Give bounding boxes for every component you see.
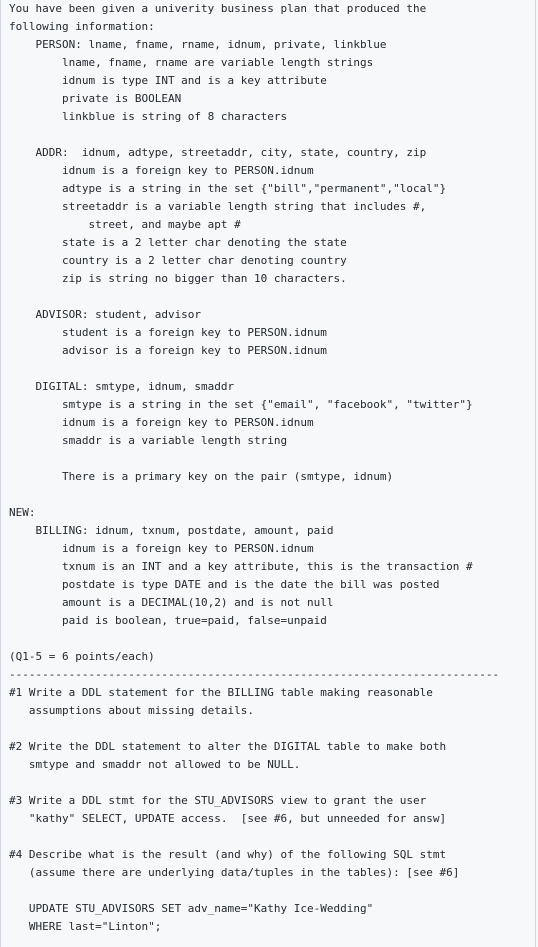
text-line: idnum is a foreign key to PERSON.idnum (9, 542, 314, 555)
text-line: txnum is an INT and a key attribute, this is the transaction # (9, 560, 473, 573)
text-line (9, 882, 499, 900)
text-line: ADVISOR: student, advisor (9, 308, 202, 321)
text-line (9, 486, 499, 504)
text-line: NEW: (9, 506, 36, 519)
text-line: lname, fname, rname are variable length strings (9, 56, 374, 69)
document-text (9, 0, 499, 936)
text-line: There is a primary key on the pair (smtype, idnum) (9, 470, 394, 483)
text-line: following information: (9, 20, 155, 33)
text-line: amount is a DECIMAL(10,2) and is not null (9, 596, 334, 609)
text-line (9, 720, 499, 738)
text-line: student is a foreign key to PERSON.idnum (9, 326, 327, 339)
text-line: (Q1-5 = 6 points/each) (9, 650, 155, 663)
text-line (9, 288, 499, 306)
text-line: (assume there are underlying data/tuples in the tables): [see #6] (9, 866, 460, 879)
text-line: linkblue is string of 8 characters (9, 110, 288, 123)
text-line: paid is boolean, true=paid, false=unpaid (9, 614, 327, 627)
text-line (9, 774, 499, 792)
text-line: assumptions about missing details. (9, 704, 255, 717)
text-line: #3 Write a DDL stmt for the STU_ADVISORS view to grant the user (9, 794, 427, 807)
text-line (9, 360, 499, 378)
text-line: BILLING: idnum, txnum, postdate, amount, paid (9, 524, 334, 537)
text-line: idnum is a foreign key to PERSON.idnum (9, 416, 314, 429)
text-line: idnum is type INT and is a key attribute (9, 74, 327, 87)
text-line: PERSON: lname, fname, rname, idnum, private, linkblue (9, 38, 387, 51)
text-line: UPDATE STU_ADVISORS SET adv_name="Kathy Ice-Wedding" (9, 902, 374, 915)
text-line (9, 126, 499, 144)
text-line: #1 Write a DDL statement for the BILLING table making reasonable (9, 686, 433, 699)
text-line: street, and maybe apt # (9, 218, 241, 231)
text-line: WHERE last="Linton"; (9, 920, 162, 933)
text-line (9, 450, 499, 468)
text-line (9, 828, 499, 846)
text-line: -------------------------------------------------------------------------- (9, 668, 500, 681)
text-line: advisor is a foreign key to PERSON.idnum (9, 344, 327, 357)
text-line: #2 Write the DDL statement to alter the DIGITAL table to make both (9, 740, 447, 753)
text-line: streetaddr is a variable length string that includes #, (9, 200, 427, 213)
text-line: smtype and smaddr not allowed to be NULL. (9, 758, 301, 771)
text-line: smtype is a string in the set {"email", "facebook", "twitter"} (9, 398, 473, 411)
text-line: smaddr is a variable length string (9, 434, 288, 447)
text-line: country is a 2 letter char denoting country (9, 254, 347, 267)
text-line: adtype is a string in the set {"bill","permanent","local"} (9, 182, 447, 195)
text-line: #4 Describe what is the result (and why) of the following SQL stmt (9, 848, 447, 861)
text-line: state is a 2 letter char denoting the state (9, 236, 347, 249)
text-line: private is BOOLEAN (9, 92, 182, 105)
text-line: You have been given a univerity business plan that produced the (9, 2, 427, 15)
text-line (9, 630, 499, 648)
text-line: DIGITAL: smtype, idnum, smaddr (9, 380, 235, 393)
text-line: "kathy" SELECT, UPDATE access. [see #6, but unneeded for answ] (9, 812, 447, 825)
text-line: ADDR: idnum, adtype, streetaddr, city, state, country, zip (9, 146, 427, 159)
text-line: idnum is a foreign key to PERSON.idnum (9, 164, 314, 177)
text-line: zip is string no bigger than 10 characters. (9, 272, 347, 285)
text-line: postdate is type DATE and is the date the bill was posted (9, 578, 440, 591)
